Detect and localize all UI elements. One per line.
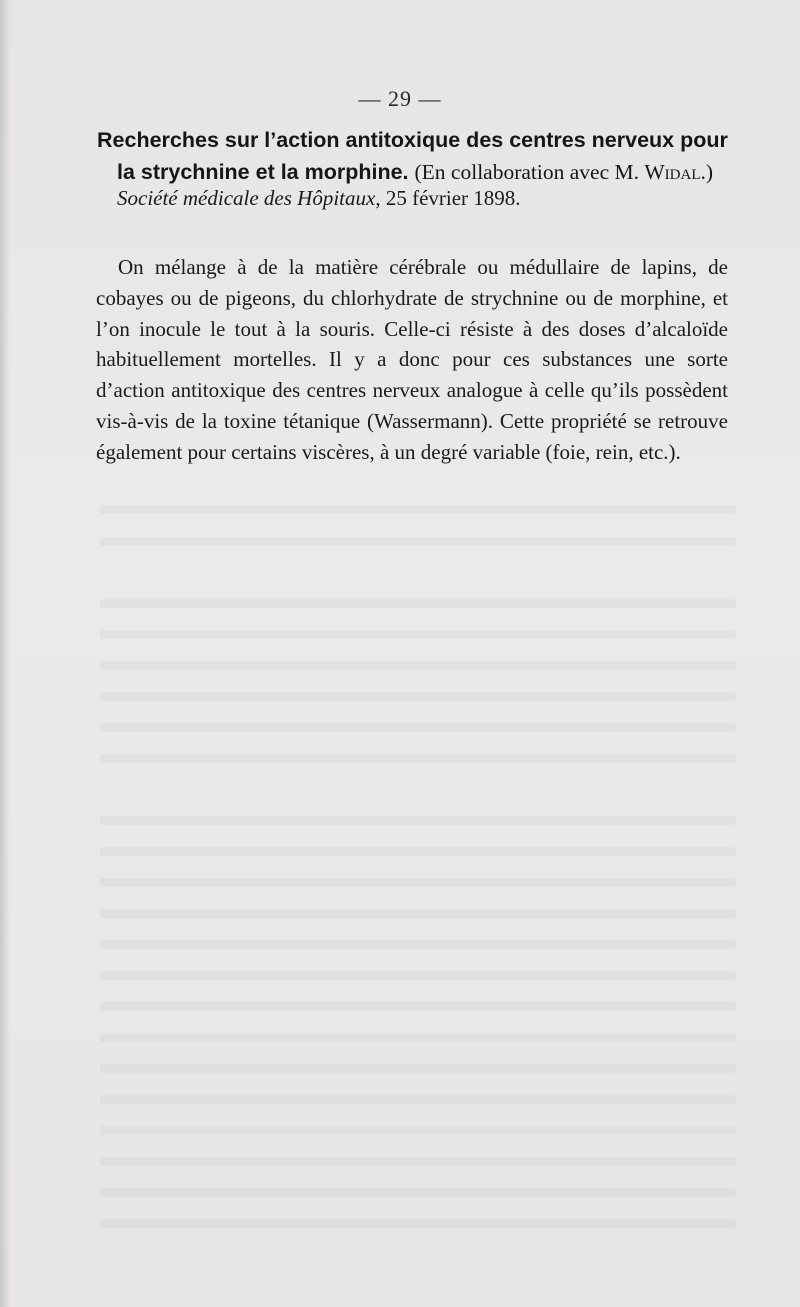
- bleed-through-line: [100, 754, 736, 763]
- body-text: [96, 252, 728, 468]
- publication-date: , 25 février 1898.: [375, 186, 521, 210]
- entry-title: [97, 124, 737, 188]
- bleed-through-line: [100, 599, 736, 608]
- bleed-through-line: [100, 1126, 736, 1135]
- bleed-through-line: [100, 1033, 736, 1042]
- title-line-1: Recherches sur l’action antitoxique des centres nerveux pour: [97, 128, 728, 152]
- bleed-through-line: [100, 630, 736, 639]
- entry-source: [117, 184, 521, 212]
- journal-name: Société médicale des Hôpitaux: [117, 186, 376, 210]
- bleed-through-line: [100, 505, 736, 514]
- bleed-through-line: [100, 816, 736, 825]
- title-line-2: la strychnine et la morphine.: [117, 160, 409, 184]
- bleed-through-line: [100, 909, 736, 918]
- bleed-through-line: [100, 537, 736, 546]
- bleed-through-line: [100, 661, 736, 670]
- bleed-through-line: [100, 692, 736, 701]
- collaboration-suffix: .): [700, 160, 714, 184]
- bleed-through-line: [100, 1002, 736, 1011]
- bleed-through-line: [100, 940, 736, 949]
- bleed-through-line: [100, 971, 736, 980]
- bleed-through-line: [100, 847, 736, 856]
- bleed-through-line: [100, 1095, 736, 1104]
- bleed-through-line: [100, 878, 736, 887]
- page-gutter-shadow: [0, 0, 10, 1307]
- bleed-through-line: [100, 1064, 736, 1073]
- bleed-through-line: [100, 1219, 736, 1228]
- bleed-through-line: [100, 723, 736, 732]
- collaborator-name: Widal: [644, 160, 701, 184]
- body-paragraph: On mélange à de la matière cérébrale ou médullaire de lapins, de cobayes ou de pigeons, du chlorhydrate de strychnine ou de morphine, et l’on inocule le tout à la souris. Celle-ci résiste à des doses d’alcaloïde habituellement mortelles. Il y a donc pour ces substances une sorte d’action antitoxique des centres nerveux analogue à celle qu’ils possèdent vis-à-vis de la toxine tétanique (Wassermann). Cette propriété se retrouve également pour certains viscères, à un degré variable (foie, rein, etc.).: [96, 255, 728, 464]
- collaboration-note: [415, 160, 714, 184]
- bleed-through-line: [100, 1188, 736, 1197]
- page-number: — 29 —: [358, 86, 442, 111]
- collaboration-prefix: (En collaboration avec M.: [414, 160, 639, 184]
- bleed-through-line: [100, 1157, 736, 1166]
